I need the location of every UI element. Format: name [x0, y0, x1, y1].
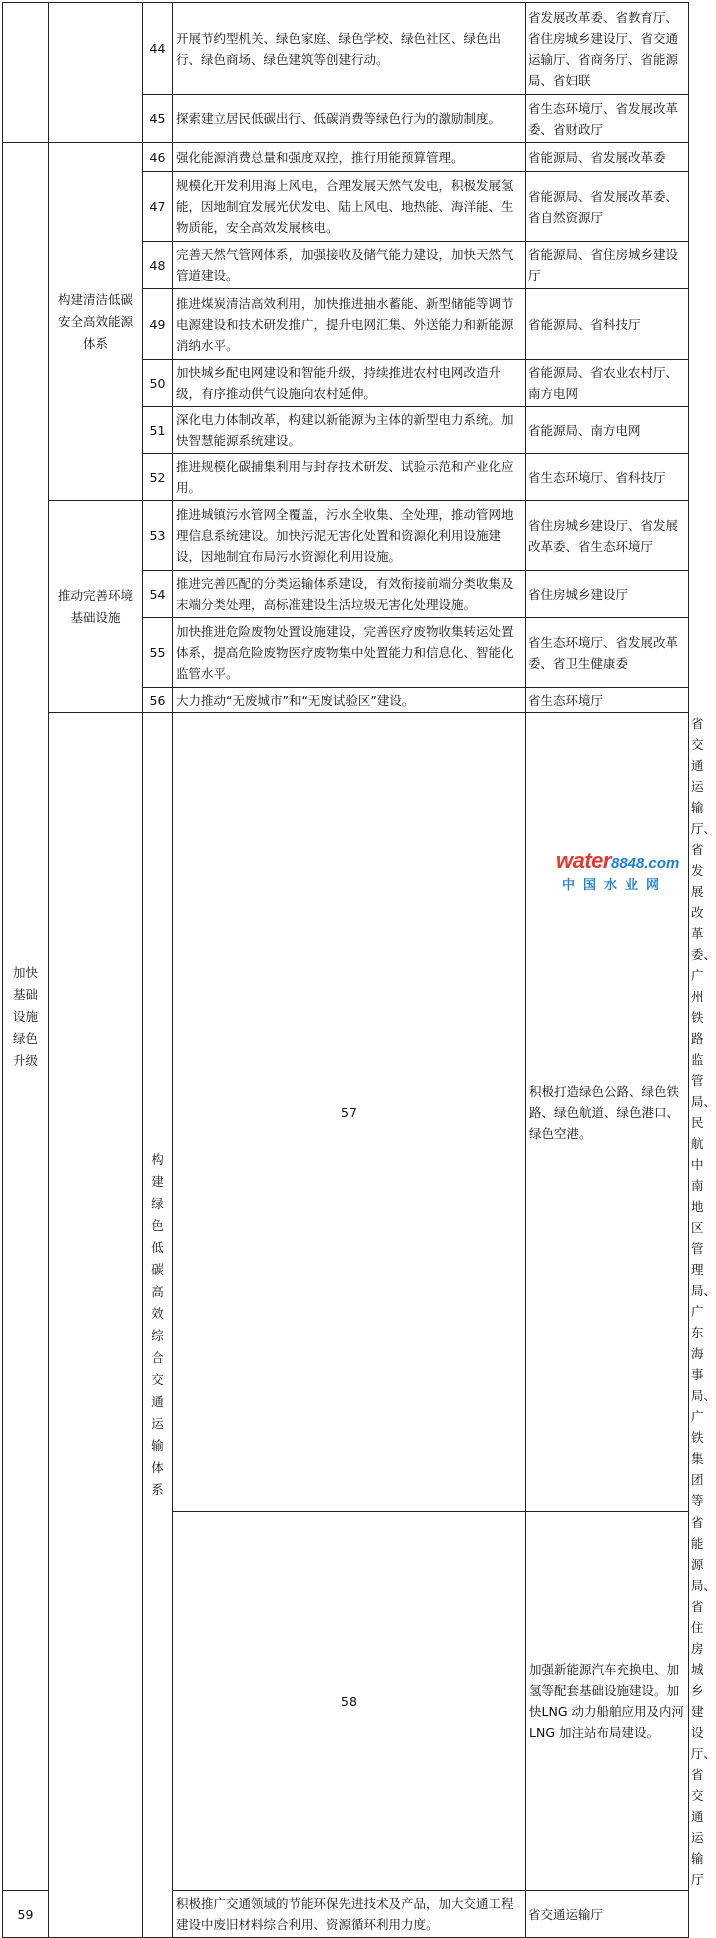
watermark-cn-name: 中国水业网	[562, 878, 668, 893]
row-number: 44	[143, 3, 173, 95]
watermark-brand-suffix: .com	[644, 855, 680, 872]
row-number: 54	[143, 571, 173, 618]
dept-text: 省住房城乡建设厅	[526, 571, 689, 618]
watermark-brand-digits: 8848	[610, 855, 645, 872]
task-text: 加快推进危险废物处置设施建设，完善医疗废物收集转运处置体系，提高危险废物医疗废物集中处置能力和信息化、智能化监管水平。	[173, 618, 526, 688]
row-number: 50	[143, 360, 173, 407]
row-number: 52	[143, 454, 173, 501]
dept-text: 省能源局、南方电网	[526, 407, 689, 454]
task-text: 开展节约型机关、绿色家庭、绿色学校、绿色社区、绿色出行、绿色商场、绿色建筑等创建行动。	[173, 3, 526, 95]
section-label: 加快基础设施绿色升级	[3, 143, 49, 1891]
category-cell-top	[3, 3, 49, 143]
row-number: 49	[143, 289, 173, 360]
subcategory-cell-top	[49, 3, 143, 143]
dept-text: 省交通运输厅	[526, 1891, 689, 1938]
dept-text: 省生态环境厅、省发展改革委、省卫生健康委	[526, 618, 689, 688]
dept-text: 省能源局、省住房城乡建设厅	[526, 242, 689, 289]
row-number: 56	[143, 688, 173, 713]
dept-text: 省生态环境厅	[526, 688, 689, 713]
group-label-energy: 构建清洁低碳安全高效能源体系	[49, 143, 143, 501]
task-text: 推进规模化碳捕集利用与封存技术研发、试验示范和产业化应用。	[173, 454, 526, 501]
task-text: 积极打造绿色公路、绿色铁路、绿色航道、绿色港口、绿色空港。	[526, 713, 689, 1512]
task-table	[2, 2, 716, 1938]
watermark-brand-word: water	[556, 848, 611, 873]
dept-text: 省能源局、省农业农村厅、南方电网	[526, 360, 689, 407]
task-text: 推进煤炭清洁高效利用，加快推进抽水蓄能、新型储能等调节电源建设和技术研发推广，提升电网汇集、外送能力和新能源消纳水平。	[173, 289, 526, 360]
group-label-environment: 推动完善环境基础设施	[49, 501, 143, 713]
row-number: 59	[3, 1891, 49, 1938]
task-text: 加快城乡配电网建设和智能升级，持续推进农村电网改造升级，有序推动供气设施向农村延伸。	[173, 360, 526, 407]
task-text: 积极推广交通领域的节能环保先进技术及产品，加大交通工程建设中废旧材料综合利用、资源循环利用力度。	[173, 1891, 526, 1938]
table-row	[3, 501, 689, 571]
row-number: 47	[143, 172, 173, 242]
task-text: 推进城镇污水管网全覆盖，污水全收集、全处理，推动管网地理信息系统建设。加快污泥无害化处置和资源化利用设施建设，因地制宜布局污水资源化利用设施。	[173, 501, 526, 571]
dept-text: 省发展改革委、省教育厅、省住房城乡建设厅、省交通运输厅、省商务厅、省能源局、省妇联	[526, 3, 689, 95]
table-row	[3, 3, 689, 95]
task-text: 深化电力体制改革，构建以新能源为主体的新型电力系统。加快智慧能源系统建设。	[173, 407, 526, 454]
group-label-transport: 构建绿色低碳高效综合交通运输体系	[143, 713, 173, 1938]
table-row: 构建绿色低碳高效综合交通运输体系 57 积极打造绿色公路、绿色铁路、绿色航道、绿色港口、绿色空港。 省交通运输厅、省发展改革委、广州铁路监管局、民航中南地区管理局、广东海事局、广铁集团等	[3, 713, 689, 1512]
section-label-cont	[49, 713, 143, 1938]
row-number: 55	[143, 618, 173, 688]
task-text: 大力推动“无废城市”和“无废试验区”建设。	[173, 688, 526, 713]
task-text: 加强新能源汽车充换电、加氢等配套基础设施建设。加快LNG 动力船舶应用及内河 LNG 加注站布局建设。	[526, 1512, 689, 1891]
row-number: 51	[143, 407, 173, 454]
task-text: 探索建立居民低碳出行、低碳消费等绿色行为的激励制度。	[173, 95, 526, 143]
task-text: 推进完善匹配的分类运输体系建设，有效衔接前端分类收集及末端分类处理，高标准建设生活垃圾无害化处理设施。	[173, 571, 526, 618]
table-row	[3, 143, 689, 172]
row-number: 48	[143, 242, 173, 289]
row-number: 57	[173, 713, 526, 1512]
task-text: 强化能源消费总量和强度双控，推行用能预算管理。	[173, 143, 526, 172]
row-number: 45	[143, 95, 173, 143]
dept-text: 省生态环境厅、省科技厅	[526, 454, 689, 501]
dept-text: 省能源局、省发展改革委、省自然资源厅	[526, 172, 689, 242]
row-number: 53	[143, 501, 173, 571]
dept-text: 省住房城乡建设厅、省发展改革委、省生态环境厅	[526, 501, 689, 571]
row-number: 46	[143, 143, 173, 172]
table-row: 58 加强新能源汽车充换电、加氢等配套基础设施建设。加快LNG 动力船舶应用及内河 LNG 加注站布局建设。 省能源局、省住房城乡建设厅、省交通运输厅	[3, 1512, 689, 1891]
watermark-brand	[556, 848, 679, 874]
watermark-logo	[556, 848, 690, 896]
dept-text: 省生态环境厅、省发展改革委、省财政厅	[526, 95, 689, 143]
task-text: 完善天然气管网体系，加强接收及储气能力建设，加快天然气管道建设。	[173, 242, 526, 289]
row-number: 58	[173, 1512, 526, 1891]
dept-text: 省能源局、省科技厅	[526, 289, 689, 360]
dept-text: 省能源局、省发展改革委	[526, 143, 689, 172]
task-text: 规模化开发利用海上风电，合理发展天然气发电，积极发展氢能，因地制宜发展光伏发电、陆上风电、地热能、海洋能、生物质能，安全高效发展核电。	[173, 172, 526, 242]
